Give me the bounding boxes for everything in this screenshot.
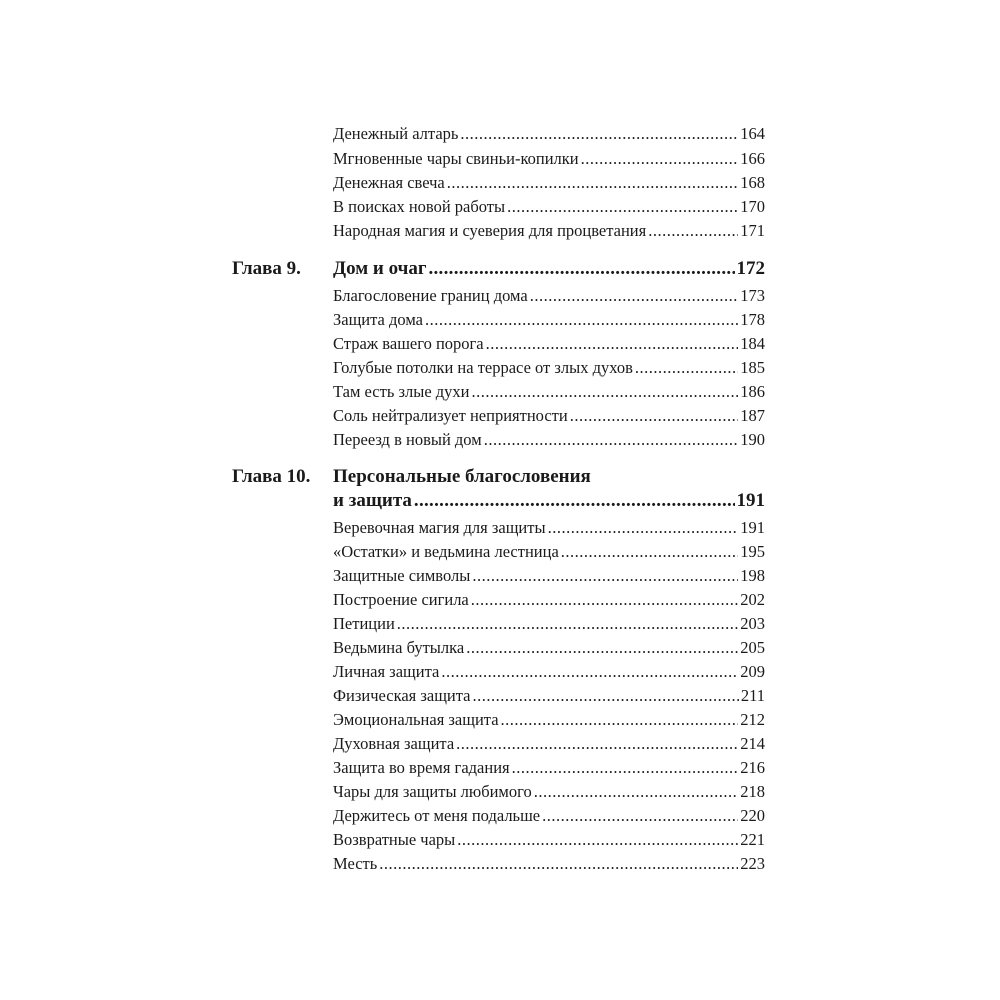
toc-entry-title: Страж вашего порога xyxy=(333,334,484,353)
dot-leader xyxy=(542,804,738,828)
toc-entry-page: 202 xyxy=(740,590,765,609)
toc-entry xyxy=(333,852,765,876)
dot-leader xyxy=(428,255,734,283)
toc-entry-title: Возвратные чары xyxy=(333,830,456,849)
dot-leader xyxy=(507,195,738,219)
dot-leader xyxy=(534,780,739,804)
toc-entry-page: 195 xyxy=(740,542,765,561)
toc-entry-title: Голубые потолки на террасе от злых духов xyxy=(333,358,633,377)
toc-entry-title: Благословение границ дома xyxy=(333,286,528,305)
toc-entry-page: 214 xyxy=(740,734,765,753)
toc-entry-title: Там есть злые духи xyxy=(333,382,470,401)
toc-entry-page: 170 xyxy=(740,197,765,216)
chapter-title-line1: Персональные благословения xyxy=(333,466,591,487)
toc-entry-page: 205 xyxy=(740,638,765,657)
toc-entry xyxy=(333,356,765,380)
toc-entry xyxy=(333,828,765,852)
toc-entry-title: Денежный алтарь xyxy=(333,124,459,143)
dot-leader xyxy=(473,684,739,708)
toc-entry xyxy=(333,404,765,428)
toc-entry-title: Личная защита xyxy=(333,662,440,681)
toc-entry-title: Держитесь от меня подальше xyxy=(333,806,541,825)
dot-leader xyxy=(456,732,738,756)
toc-entry xyxy=(333,804,765,828)
dot-leader xyxy=(486,332,739,356)
toc-entry-title: Чары для защиты любимого xyxy=(333,782,532,801)
dot-leader xyxy=(561,540,738,564)
dot-leader xyxy=(570,404,739,428)
dot-leader xyxy=(635,356,738,380)
toc-entry-page: 212 xyxy=(740,710,765,729)
dot-leader xyxy=(530,284,739,308)
dot-leader xyxy=(472,564,738,588)
toc-entry-page: 178 xyxy=(740,310,765,329)
dot-leader xyxy=(379,852,738,876)
toc-entry xyxy=(333,708,765,732)
toc-entry xyxy=(333,284,765,308)
dot-leader xyxy=(460,122,738,146)
toc-entry xyxy=(333,308,765,332)
toc-entry-page: 186 xyxy=(740,382,765,401)
dot-leader xyxy=(581,147,739,171)
toc-entry xyxy=(333,516,765,540)
toc-entry-title: Денежная свеча xyxy=(333,173,445,192)
toc-entry-title: Мгновенные чары свиньи-копилки xyxy=(333,149,579,168)
chapter-page: 172 xyxy=(736,258,765,279)
toc-entry-title: Переезд в новый дом xyxy=(333,430,482,449)
toc-entry xyxy=(333,122,765,146)
toc-entry xyxy=(333,147,765,171)
chapter-page: 191 xyxy=(736,490,765,511)
toc-entry xyxy=(333,660,765,684)
toc-entry-page: 184 xyxy=(740,334,765,353)
toc-entry-title: Народная магия и суеверия для процветания xyxy=(333,221,647,240)
dot-leader xyxy=(548,516,739,540)
toc-entry-page: 211 xyxy=(740,686,765,705)
toc-entry xyxy=(333,540,765,564)
toc-entry-page: 223 xyxy=(740,854,765,873)
toc-entry-title: Ведьмина бутылка xyxy=(333,638,465,657)
dot-leader xyxy=(471,588,738,612)
toc-entry-page: 209 xyxy=(740,662,765,681)
dot-leader xyxy=(397,612,738,636)
toc-entry-page: 164 xyxy=(740,124,765,143)
toc-entry-title: Духовная защита xyxy=(333,734,455,753)
toc-entry-title: Физическая защита xyxy=(333,686,471,705)
toc-entry-page: 185 xyxy=(740,358,765,377)
dot-leader xyxy=(501,708,739,732)
toc-entry xyxy=(333,428,765,452)
chapter-heading xyxy=(333,487,765,515)
toc-entry-page: 191 xyxy=(740,518,765,537)
dot-leader xyxy=(484,428,739,452)
toc-entry-title: Защита дома xyxy=(333,310,423,329)
toc-entry-title: Соль нейтрализует неприятности xyxy=(333,406,568,425)
toc-entry-title: В поисках новой работы xyxy=(333,197,506,216)
toc-entry-page: 168 xyxy=(740,173,765,192)
toc-entry xyxy=(333,780,765,804)
toc-entry-title: Эмоциональная защита xyxy=(333,710,499,729)
toc-entry-page: 173 xyxy=(740,286,765,305)
dot-leader xyxy=(648,219,738,243)
dot-leader xyxy=(441,660,738,684)
toc-entry-title: Защита во время гадания xyxy=(333,758,510,777)
chapter-label: Глава 9. xyxy=(232,258,301,279)
toc-entry-page: 198 xyxy=(740,566,765,585)
toc-entry-title: Защитные символы xyxy=(333,566,471,585)
chapter-title-line2: и защита xyxy=(333,490,412,511)
dot-leader xyxy=(466,636,738,660)
toc-entry xyxy=(333,612,765,636)
chapter-title: Дом и очаг xyxy=(333,258,427,279)
toc-entry xyxy=(333,195,765,219)
toc-entry xyxy=(333,756,765,780)
dot-leader xyxy=(457,828,738,852)
toc-entry xyxy=(333,684,765,708)
toc-entry-page: 220 xyxy=(740,806,765,825)
toc-entry-page: 187 xyxy=(740,406,765,425)
toc-entry xyxy=(333,171,765,195)
toc-entry-title: Петиции xyxy=(333,614,395,633)
toc-entry-title: Веревочная магия для защиты xyxy=(333,518,546,537)
toc-entry-page: 203 xyxy=(740,614,765,633)
toc-entry-title: Месть xyxy=(333,854,378,873)
dot-leader xyxy=(447,171,738,195)
toc-entry-page: 171 xyxy=(740,221,765,240)
dot-leader xyxy=(414,487,735,515)
toc-entry xyxy=(333,588,765,612)
toc-entry-title: «Остатки» и ведьмина лестница xyxy=(333,542,559,561)
toc-entry-page: 221 xyxy=(740,830,765,849)
dot-leader xyxy=(472,380,739,404)
toc-entry-page: 216 xyxy=(740,758,765,777)
toc-entry xyxy=(333,332,765,356)
toc-entry xyxy=(333,219,765,243)
toc-entry-page: 190 xyxy=(740,430,765,449)
dot-leader xyxy=(512,756,739,780)
toc-entry-page: 218 xyxy=(740,782,765,801)
chapter-label: Глава 10. xyxy=(232,466,311,487)
dot-leader xyxy=(425,308,738,332)
toc-entry-page: 166 xyxy=(740,149,765,168)
toc-entry xyxy=(333,380,765,404)
toc-entry xyxy=(333,732,765,756)
toc-entry-title: Построение сигила xyxy=(333,590,469,609)
toc-entry xyxy=(333,636,765,660)
toc-entry xyxy=(333,564,765,588)
chapter-heading xyxy=(333,255,765,283)
